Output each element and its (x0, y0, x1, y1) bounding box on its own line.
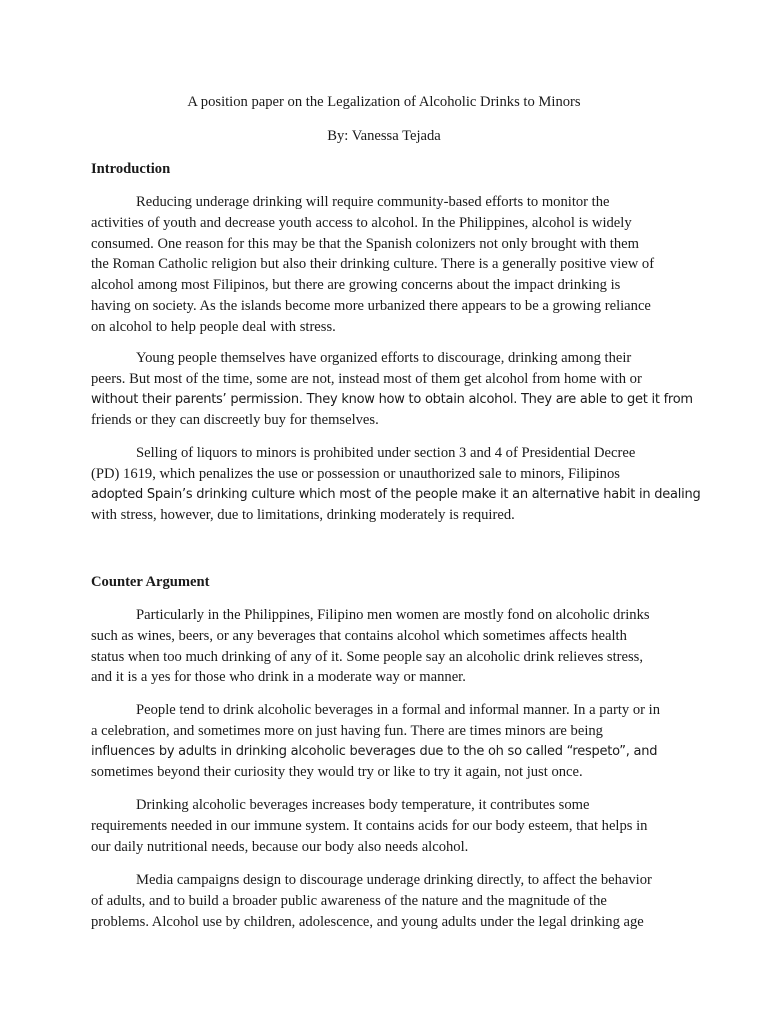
text-line: having on society. As the islands become more urbanized there appears to be a growing reliance (91, 297, 651, 314)
text-line: Selling of liquors to minors is prohibited under section 3 and 4 of Presidential Decree (136, 445, 636, 461)
paragraph (91, 348, 693, 431)
text-line: Young people themselves have organized efforts to discourage, drinking among their (136, 350, 632, 366)
text-line: sometimes beyond their curiosity they would try or like to try it again, not just once. (91, 764, 583, 781)
text-line: (PD) 1619, which penalizes the use or possession or unauthorized sale to minors, Filipinos (91, 465, 620, 482)
text-line: adopted Spain’s drinking culture which most of the people make it an alternative habit in dealing (91, 486, 701, 502)
text-line: Reducing underage drinking will require community-based efforts to monitor the (136, 194, 610, 210)
text-line: on alcohol to help people deal with stress. (91, 318, 336, 335)
paragraph (91, 192, 681, 338)
paragraph (91, 795, 681, 857)
section-heading-introduction: Introduction (91, 161, 171, 177)
document-title: A position paper on the Legalization of Alcoholic Drinks to Minors (187, 94, 581, 110)
paragraph (91, 605, 681, 688)
text-line: our daily nutritional needs, because our body also needs alcohol. (91, 838, 469, 855)
text-line: a celebration, and sometimes more on just having fun. There are times minors are being (91, 722, 603, 739)
text-line: activities of youth and decrease youth access to alcohol. In the Philippines, alcohol is widely (91, 214, 632, 231)
text-line: the Roman Catholic religion but also their drinking culture. There is a generally positive view of (91, 256, 655, 273)
text-line: requirements needed in our immune system. It contains acids for our body esteem, that helps in (91, 817, 648, 834)
document-byline: By: Vanessa Tejada (327, 128, 441, 144)
text-line: of adults, and to build a broader public awareness of the nature and the magnitude of the (91, 892, 607, 909)
text-line: consumed. One reason for this may be that the Spanish colonizers not only brought with them (91, 235, 639, 252)
text-line: friends or they can discreetly buy for themselves. (91, 412, 379, 429)
text-line: status when too much drinking of any of it. Some people say an alcoholic drink relieves stress, (91, 648, 644, 665)
paragraph (91, 700, 681, 783)
text-line: Drinking alcoholic beverages increases body temperature, it contributes some (136, 797, 590, 813)
text-line: and it is a yes for those who drink in a moderate way or manner. (91, 669, 466, 686)
text-line: People tend to drink alcoholic beverages in a formal and informal manner. In a party or in (136, 702, 660, 718)
text-line: Media campaigns design to discourage underage drinking directly, to affect the behavior (136, 872, 652, 888)
section-heading-counter-argument: Counter Argument (91, 574, 210, 590)
text-line: problems. Alcohol use by children, adolescence, and young adults under the legal drinking age (91, 913, 644, 930)
text-line: peers. But most of the time, some are not, instead most of them get alcohol from home with or (91, 370, 642, 387)
text-line: Particularly in the Philippines, Filipino men women are mostly fond on alcoholic drinks (136, 607, 650, 623)
text-line: without their parents’ permission. They know how to obtain alcohol. They are able to get it from (91, 391, 693, 407)
text-line: with stress, however, due to limitations, drinking moderately is required. (91, 507, 515, 524)
text-line: influences by adults in drinking alcoholic beverages due to the oh so called “respeto”, and (91, 743, 658, 759)
text-line: alcohol among most Filipinos, but there are growing concerns about the impact drinking is (91, 277, 621, 294)
text-line: such as wines, beers, or any beverages that contains alcohol which sometimes affects health (91, 627, 627, 644)
paragraph (91, 443, 701, 526)
paragraph (91, 870, 681, 932)
